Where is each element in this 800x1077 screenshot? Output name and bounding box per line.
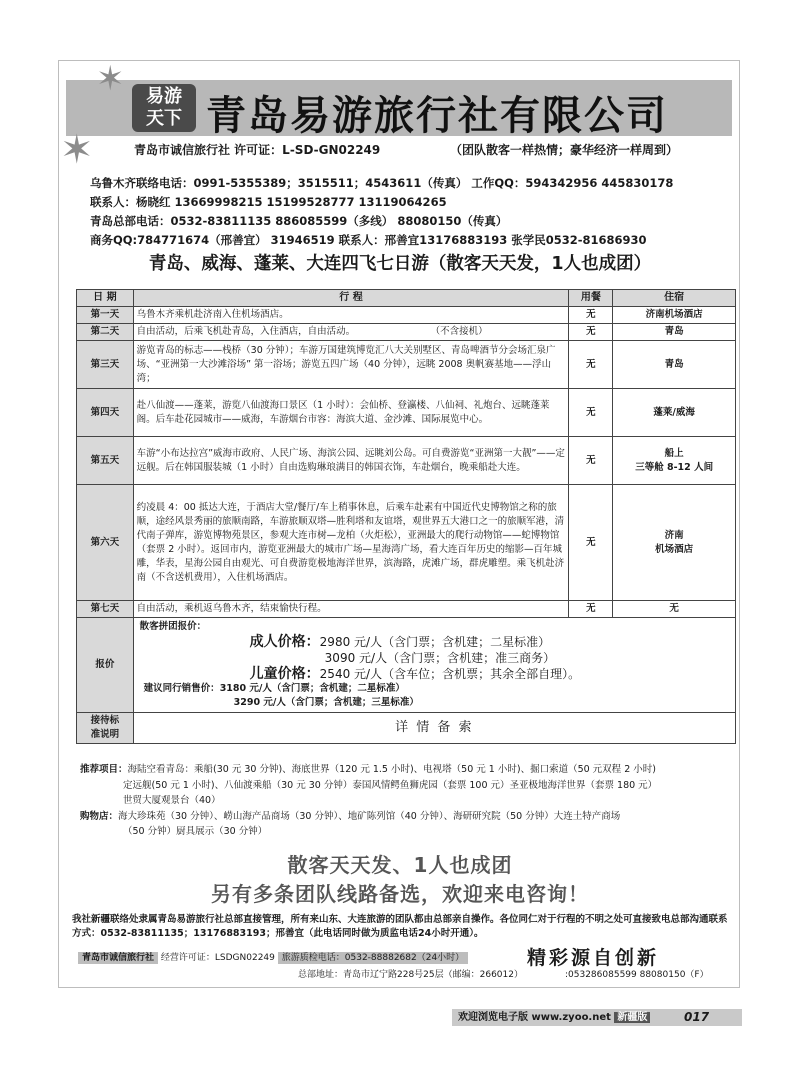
- day-itinerary: 自由活动，后乘飞机赴青岛，入住酒店，自由活动。 （不含接机）: [133, 324, 569, 341]
- day-meal: 无: [569, 601, 613, 618]
- day-label: 第六天: [77, 485, 134, 601]
- price-label: 报价: [77, 618, 134, 713]
- star-icon: ✶: [60, 127, 94, 173]
- banner-line-1: 散客天天发、1人也成团: [287, 853, 513, 877]
- adult-price-label: 成人价格：: [249, 634, 320, 650]
- price-cell: [133, 618, 735, 713]
- day-stay: 青岛: [613, 324, 736, 341]
- adult-price-2: 3090 元/人（含门票；含机建；准三商务）: [324, 651, 556, 665]
- day-stay: 无: [613, 601, 736, 618]
- contact-person: 联系人：杨晓红 13669998215 15199528777 13119064265: [90, 195, 447, 209]
- reception-label: 接待标 准说明: [77, 713, 134, 744]
- brand-logo: 易游 天下: [132, 84, 196, 132]
- peer-price-1: 3180 元/人（含门票；含机建；二星标准）: [219, 683, 405, 694]
- header-meal: 用餐: [569, 290, 613, 307]
- shop-line: 海大珍珠苑（30 分钟）、崂山海产品商场（30 分钟）、地矿陈列馆（40 分钟）、海研研究院（50 分钟）大连土特产商场: [118, 810, 621, 822]
- peer-price-2: 3290 元/人（含门票；含机建；三星标准）: [233, 697, 419, 708]
- header-itinerary: 行 程: [133, 290, 569, 307]
- edition-badge: 新疆版: [614, 1012, 650, 1023]
- footer-hotline: 旅游质检电话：0532-88882682（24小时）: [278, 952, 468, 964]
- day-label: 第四天: [77, 389, 134, 437]
- recommend-label: 推荐项目：: [80, 764, 128, 775]
- recommend-line: 海陆空看青岛：乘船(30 元 30 分钟)、海底世界（120 元 1.5 小时)、电视塔（50 元 1 小时)、掘口索道（50 元双程 2 小时): [127, 764, 656, 775]
- day-itinerary: 约凌晨 4：00 抵达大连，于酒店大堂/餐厅/车上稍事休息，后乘车赴素有中国近代史博物馆之称的旅顺，途经风景秀丽的旅顺南路，车游旅顺双塔—胜利塔和友谊塔，观世界五大港口之一的旅顺军港，清代南子弹库，游览博物苑景区，参观大连市树—龙柏（火炬松），亚洲最大的爬行动物馆——蛇博物馆（套票 2 小时）。返回市内，游览亚洲最大的城市广场—星海湾广场，看大连百年历史的缩影—百年城雕，华表，星海公园自由观光、可自费游览极地海洋世界，滨海路，虎滩广场，群虎雕塑。乘飞机赴济南（不含送机费用），入住机场酒店。: [133, 485, 569, 601]
- day-meal: 无: [569, 324, 613, 341]
- star-icon: ✶: [96, 59, 125, 99]
- header-day: 日 期: [77, 290, 134, 307]
- itinerary-table: [76, 289, 736, 744]
- contact-business-qq: 商务QQ:784771674（邢善宜） 31946519 联系人：邢善宜13176883193 张学民0532-81686930: [90, 233, 647, 247]
- day-itinerary: 游览青岛的标志——栈桥（30 分钟）；车游万国建筑博览汇八大关别墅区、青岛啤酒节分会场汇泉广场、“亚洲第一大沙滩浴场” 第一浴场；游览五四广场（40 分钟），远眺 2008 奥帆赛基地——浮山湾；: [133, 341, 569, 389]
- tour-title: 青岛、威海、蓬莱、大连四飞七日游（散客天天发，1人也成团）: [148, 254, 652, 274]
- stay-line: 三等舱 8-12 人间: [635, 461, 714, 473]
- footer-agency: 青岛市诚信旅行社: [78, 952, 158, 964]
- footer-license: 经营许可证：LSDGN02249: [160, 953, 275, 963]
- footer-self-made: 精彩源自创新: [527, 947, 660, 969]
- table-row: [77, 324, 736, 341]
- day-label: 第二天: [77, 324, 134, 341]
- footer-phones: :053286085599 88080150（F）: [565, 970, 709, 980]
- table-row: [77, 341, 736, 389]
- banner-line-2: 另有多条团队线路备选，欢迎来电咨询！: [211, 882, 589, 906]
- day-meal: 无: [569, 389, 613, 437]
- day-label: 第七天: [77, 601, 134, 618]
- day-label: 第一天: [77, 307, 134, 324]
- child-price: 2540 元/人（含车位；含机票；其余全部自理）。: [319, 667, 581, 681]
- reception-row: [77, 713, 736, 744]
- adult-price-1: 2980 元/人（含门票；含机建；二星标准）: [319, 635, 551, 649]
- bottom-text[interactable]: 欢迎浏览电子版 www.zyoo.net: [458, 1012, 611, 1023]
- price-intro: 散客拼团报价：: [139, 621, 207, 632]
- day-stay: 济南机场酒店: [613, 307, 736, 324]
- day-stay: [613, 437, 736, 485]
- table-row: [77, 307, 736, 324]
- child-price-label: 儿童价格：: [249, 666, 320, 682]
- table-row: [77, 601, 736, 618]
- shop-label: 购物店：: [80, 810, 119, 822]
- table-header-row: [77, 290, 736, 307]
- stay-line: 船上: [664, 447, 684, 459]
- page-number: 017: [684, 1010, 710, 1024]
- footer-address: 总部地址：青岛市辽宁路228号25层（邮编：266012）: [298, 970, 523, 980]
- day-itinerary: 乌鲁木齐乘机赴济南入住机场酒店。: [133, 307, 569, 324]
- reception-text: 详 情 备 索: [133, 713, 735, 744]
- license-line: 青岛市诚信旅行社 许可证：L-SD-GN02249: [134, 143, 381, 157]
- table-row: [77, 485, 736, 601]
- header-stay: 住宿: [613, 290, 736, 307]
- day-stay: [613, 485, 736, 601]
- notice-text: 我社新疆联络处隶属青岛易游旅行社总部直接管理，所有来山东、大连旅游的团队都由总部亲自操作。各位同仁对于行程的不明之处可直接致电总部沟通联系方式：0532-83811135；13176883193；邢善宜（此电话同时做为质监电话24小时开通）。: [72, 914, 728, 939]
- recommend-line: 定远舰(50 元 1 小时)、八仙渡乘船（30 元 30 分钟）泰国风情鳄鱼狮虎园（套票 100 元）圣亚极地海洋世界（套票 180 元）: [123, 779, 658, 791]
- contact-urumqi: 乌鲁木齐联络电话：0991-5355389；3515511；4543611（传真） 工作QQ：594342956 445830178: [90, 176, 674, 190]
- day-itinerary: 车游“小布达拉宫”威海市政府、人民广场、海滨公园、远眺刘公岛。可自费游览“亚洲第一大靓”——定远舰。后在韩国服装城（1 小时）自由选购琳琅满目的韩国衣饰，车赴烟台，晚乘船赴大连。: [133, 437, 569, 485]
- day-meal: 无: [569, 437, 613, 485]
- contact-hq: 青岛总部电话：0532-83811135 886085599（多线） 88080150（传真）: [90, 214, 508, 228]
- table-row: [77, 389, 736, 437]
- day-itinerary: 赴八仙渡——蓬莱，游览八仙渡海口景区（1 小时）：会仙桥、登瀛楼、八仙祠、礼炮台、远眺蓬莱阁。后车赴花园城市——威海，车游烟台市容：海滨大道、金沙滩、国际展览中心。: [133, 389, 569, 437]
- table-row: [77, 437, 736, 485]
- day-stay: 蓬莱/威海: [613, 389, 736, 437]
- recommend-line: 世贸大厦观景台（40）: [123, 795, 221, 806]
- day-meal: 无: [569, 485, 613, 601]
- day-itinerary: 自由活动，乘机返乌鲁木齐，结束愉快行程。: [133, 601, 569, 618]
- header-slogan: （团队散客一样热情；豪华经济一样周到）: [450, 143, 679, 157]
- footer-bar: [78, 950, 468, 963]
- peer-price-label: 建议同行销售价：: [143, 683, 220, 694]
- day-meal: 无: [569, 341, 613, 389]
- shop-line: （50 分钟）厨具展示（30 分钟）: [123, 826, 268, 837]
- day-label: 第三天: [77, 341, 134, 389]
- child-price-line: [140, 666, 729, 682]
- recommend-section: [80, 762, 730, 840]
- day-label: 第五天: [77, 437, 134, 485]
- company-name: 青岛易游旅行社有限公司: [206, 93, 668, 139]
- price-row: [77, 618, 736, 713]
- stay-line: 机场酒店: [655, 543, 694, 555]
- peer-price-line: [140, 682, 729, 696]
- adult-price-line: [140, 634, 729, 650]
- day-meal: 无: [569, 307, 613, 324]
- stay-line: 济南: [664, 529, 684, 541]
- day-stay: 青岛: [613, 341, 736, 389]
